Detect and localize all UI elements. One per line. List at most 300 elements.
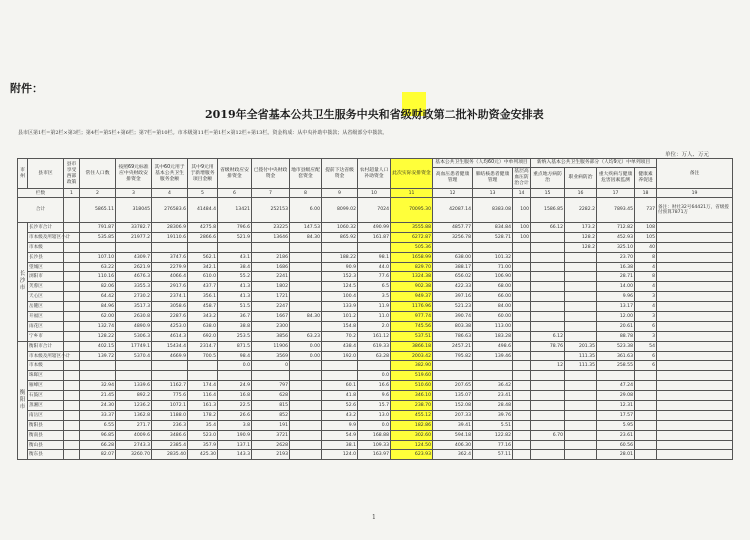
data-cell: 362.4 (433, 450, 473, 460)
data-cell: 438.4 (322, 341, 358, 351)
special-cell (64, 450, 80, 460)
data-cell: 4309.7 (116, 252, 152, 262)
data-cell: 62.00 (80, 312, 116, 322)
county-cell: 开福区 (28, 312, 64, 322)
data-cell: 803.38 (433, 321, 473, 331)
data-cell: 3856 (252, 331, 290, 341)
data-cell (531, 312, 565, 322)
data-cell (531, 381, 565, 391)
data-cell (513, 440, 531, 450)
column-number: 3 (116, 189, 152, 198)
data-cell: 4857.77 (433, 223, 473, 233)
data-cell (565, 302, 597, 312)
data-cell: 12 (531, 361, 565, 371)
data-cell: 192.0 (322, 351, 358, 361)
data-cell: 0.0 (218, 361, 252, 371)
data-cell: 188.22 (322, 252, 358, 262)
special-cell (64, 302, 80, 312)
data-cell (290, 262, 322, 272)
data-cell (252, 242, 290, 252)
special-cell (64, 292, 80, 302)
data-cell: 498.6 (473, 341, 513, 351)
special-cell (64, 391, 80, 401)
data-cell (513, 410, 531, 420)
data-cell: 455.12 (391, 410, 433, 420)
data-cell (290, 292, 322, 302)
data-cell (513, 292, 531, 302)
data-cell: 4066.4 (152, 272, 188, 282)
data-cell: 1324.38 (391, 272, 433, 282)
column-number-label: 栏数 (18, 189, 64, 198)
column-number: 14 (513, 189, 531, 198)
data-cell: 1686 (252, 262, 290, 272)
remark-cell (657, 391, 733, 401)
county-cell: 衡阳县 (28, 420, 64, 430)
data-cell: 20.61 (597, 321, 635, 331)
data-cell: 949.37 (391, 292, 433, 302)
data-cell: 521.9 (218, 232, 252, 242)
data-cell: 3555.88 (391, 223, 433, 233)
header-c4: 其中9元用于新增服务项目金额 (188, 159, 218, 189)
column-number: 8 (290, 189, 322, 198)
data-cell (473, 242, 513, 252)
data-cell: 2.0 (358, 321, 391, 331)
county-cell: 市本级及所辖区小计 (28, 351, 64, 361)
data-cell (531, 232, 565, 242)
county-cell: 衡阳市合计 (28, 341, 64, 351)
data-cell: 4 (635, 262, 657, 272)
data-cell: 108 (635, 223, 657, 233)
data-cell (290, 321, 322, 331)
table-row (18, 272, 733, 282)
data-cell: 490.99 (358, 223, 391, 233)
data-cell (116, 371, 152, 381)
data-cell: 238.70 (391, 401, 433, 411)
data-cell: 84.30 (290, 232, 322, 242)
data-cell: 13.0 (358, 410, 391, 420)
table-row (18, 401, 733, 411)
data-cell: 6.5 (358, 282, 391, 292)
data-cell: 357.9 (188, 440, 218, 450)
column-number: 13 (473, 189, 513, 198)
column-number: 10 (358, 189, 391, 198)
data-cell: 5306.3 (116, 331, 152, 341)
data-cell: 402.15 (80, 341, 116, 351)
data-cell: 182.86 (391, 420, 433, 430)
data-cell (290, 430, 322, 440)
data-cell (565, 292, 597, 302)
total-special (64, 198, 80, 223)
data-cell: 2314.7 (188, 341, 218, 351)
data-cell (513, 420, 531, 430)
table-row (18, 420, 733, 430)
data-cell (565, 440, 597, 450)
header-c2: 按照69元标准应中央财政安排资金 (116, 159, 152, 189)
header-group-basic: 基本公共卫生服务（人均60元）中单列项目 (433, 159, 531, 168)
total-cell: 8383.08 (473, 198, 513, 223)
data-cell (473, 371, 513, 381)
header-c16: 重大疾病与健康危害因素监测 (597, 168, 635, 189)
data-cell: 2279.9 (152, 262, 188, 272)
data-cell: 154.8 (322, 321, 358, 331)
column-number: 17 (597, 189, 635, 198)
data-cell (513, 341, 531, 351)
data-cell: 3569 (252, 351, 290, 361)
data-cell: 775.6 (152, 391, 188, 401)
data-cell (152, 242, 188, 252)
data-cell: 15.7 (358, 401, 391, 411)
data-cell: 2630.8 (116, 312, 152, 322)
header-population: 常住人口数 (80, 159, 116, 189)
column-number: 4 (152, 189, 188, 198)
header-group-new: 新纳入基本公共卫生服务部分（人均9元）中单列项目 (531, 159, 657, 168)
data-cell: 4614.3 (152, 331, 188, 341)
remark-cell (657, 450, 733, 460)
data-cell: 619.33 (358, 341, 391, 351)
data-cell: 871.5 (218, 341, 252, 351)
data-cell: 535.85 (80, 232, 116, 242)
data-cell: 537.51 (391, 331, 433, 341)
remark-cell (657, 282, 733, 292)
data-cell: 139.46 (473, 351, 513, 361)
special-cell (64, 223, 80, 233)
data-cell: 3.5 (358, 292, 391, 302)
header-row (18, 159, 733, 168)
data-cell: 35.4 (188, 420, 218, 430)
column-number: 16 (565, 189, 597, 198)
header-c8: 提前下达省级资金 (322, 159, 358, 189)
column-number: 1 (64, 189, 80, 198)
data-cell: 66.12 (531, 223, 565, 233)
table-row (18, 282, 733, 292)
table-row (18, 331, 733, 341)
data-cell: 834.84 (473, 223, 513, 233)
data-cell (433, 371, 473, 381)
special-cell (64, 321, 80, 331)
data-cell: 15434.4 (152, 341, 188, 351)
data-cell: 406.30 (433, 440, 473, 450)
data-cell: 84.30 (290, 312, 322, 322)
total-cell: 7893.45 (597, 198, 635, 223)
data-cell (358, 361, 391, 371)
remark-cell (657, 420, 733, 430)
county-cell: 衡东县 (28, 450, 64, 460)
data-cell: 5370.4 (116, 351, 152, 361)
data-cell: 519.60 (391, 371, 433, 381)
data-cell: 201.35 (565, 341, 597, 351)
column-number: 5 (188, 189, 218, 198)
header-city: 市州 (18, 159, 28, 189)
data-cell (513, 371, 531, 381)
data-cell: 865.92 (322, 232, 358, 242)
data-cell: 23.61 (597, 430, 635, 440)
data-cell: 1060.32 (322, 223, 358, 233)
data-cell (290, 381, 322, 391)
data-cell: 152.08 (433, 401, 473, 411)
data-cell: 28.71 (597, 272, 635, 282)
remark-cell (657, 262, 733, 272)
data-cell: 2385.4 (152, 440, 188, 450)
data-cell: 2743.3 (116, 440, 152, 450)
total-cell: 70095.30 (391, 198, 433, 223)
data-cell: 1362.8 (116, 410, 152, 420)
data-cell: 39.41 (433, 420, 473, 430)
data-cell: 2457.21 (433, 341, 473, 351)
data-cell: 528.71 (473, 232, 513, 242)
data-cell (531, 262, 565, 272)
column-number: 12 (433, 189, 473, 198)
data-cell: 3517.3 (116, 302, 152, 312)
data-cell: 161.3 (188, 401, 218, 411)
data-cell: 16.8 (218, 391, 252, 401)
data-cell: 100.4 (322, 292, 358, 302)
table-row (18, 341, 733, 351)
data-cell: 425.30 (188, 450, 218, 460)
data-cell: 3 (635, 331, 657, 341)
special-cell (64, 361, 80, 371)
total-cell: 1586.85 (531, 198, 565, 223)
column-number: 9 (322, 189, 358, 198)
data-cell: 302.60 (391, 430, 433, 440)
data-cell (531, 440, 565, 450)
total-cell: 276583.6 (152, 198, 188, 223)
data-cell (531, 420, 565, 430)
data-cell: 68.00 (473, 282, 513, 292)
data-cell: 2374.1 (152, 292, 188, 302)
data-cell: 63.23 (290, 331, 322, 341)
data-cell: 382.90 (391, 361, 433, 371)
data-cell: 2247 (252, 302, 290, 312)
total-cell: 100 (513, 198, 531, 223)
data-cell: 98.1 (358, 252, 391, 262)
data-cell: 98.4 (218, 351, 252, 361)
data-cell (322, 361, 358, 371)
data-cell: 3355.3 (116, 282, 152, 292)
data-cell: 8 (635, 272, 657, 282)
data-cell: 16.6 (358, 381, 391, 391)
data-cell: 207.33 (433, 410, 473, 420)
data-cell: 4009.6 (116, 430, 152, 440)
data-cell: 190.9 (218, 430, 252, 440)
data-cell (565, 252, 597, 262)
data-cell (513, 252, 531, 262)
data-cell: 132.74 (80, 321, 116, 331)
special-cell (64, 272, 80, 282)
remark-cell (657, 410, 733, 420)
data-cell: 43.1 (218, 252, 252, 262)
data-cell: 628 (252, 391, 290, 401)
data-cell: 253.5 (218, 331, 252, 341)
data-cell (290, 371, 322, 381)
data-cell: 656.02 (433, 272, 473, 282)
data-cell: 96.85 (80, 430, 116, 440)
data-cell: 397.16 (433, 292, 473, 302)
data-cell: 3486.6 (152, 430, 188, 440)
data-cell: 2730.2 (116, 292, 152, 302)
data-cell: 0 (252, 361, 290, 371)
data-cell: 107.10 (80, 252, 116, 262)
data-cell: 356.1 (188, 292, 218, 302)
data-cell: 124.0 (322, 450, 358, 460)
data-cell: 6 (635, 321, 657, 331)
data-cell (188, 371, 218, 381)
county-cell: 岳麓区 (28, 302, 64, 312)
data-cell (290, 450, 322, 460)
data-cell: 51.5 (218, 302, 252, 312)
data-cell (152, 371, 188, 381)
data-cell (513, 361, 531, 371)
data-cell: 137.1 (218, 440, 252, 450)
data-cell: 143.3 (218, 450, 252, 460)
data-cell (290, 302, 322, 312)
column-number: 18 (635, 189, 657, 198)
county-cell: 蒸湘区 (28, 401, 64, 411)
special-cell (64, 401, 80, 411)
data-cell: 2917.6 (152, 282, 188, 292)
data-cell: 388.17 (433, 262, 473, 272)
data-cell: 28306.9 (152, 223, 188, 233)
data-cell: 700.5 (188, 351, 218, 361)
data-cell: 437.7 (188, 282, 218, 292)
data-cell (635, 391, 657, 401)
data-cell: 88.78 (597, 331, 635, 341)
data-cell: 815 (252, 401, 290, 411)
total-cell: 6.00 (290, 198, 322, 223)
data-cell: 745.56 (391, 321, 433, 331)
data-cell: 2866.6 (188, 232, 218, 242)
special-cell (64, 410, 80, 420)
data-cell: 6.12 (531, 331, 565, 341)
data-cell: 797 (252, 381, 290, 391)
data-cell: 44.0 (358, 262, 391, 272)
data-cell (531, 450, 565, 460)
table-row (18, 450, 733, 460)
remark-cell (657, 440, 733, 450)
table-row (18, 232, 733, 242)
data-cell (531, 272, 565, 282)
total-label: 合计 (18, 198, 64, 223)
data-cell: 1162.7 (152, 381, 188, 391)
table-row (18, 361, 733, 371)
data-cell: 2003.42 (391, 351, 433, 361)
data-cell: 122.82 (473, 430, 513, 440)
data-cell: 795.82 (433, 351, 473, 361)
data-cell: 36.7 (218, 312, 252, 322)
data-cell: 135.07 (433, 391, 473, 401)
allocation-table (17, 158, 733, 460)
data-cell: 3721 (252, 430, 290, 440)
remark-cell (657, 242, 733, 252)
data-cell: 4676.3 (116, 272, 152, 282)
data-cell: 9.96 (597, 292, 635, 302)
data-cell: 55.2 (218, 272, 252, 282)
data-cell: 271.7 (116, 420, 152, 430)
data-cell (188, 361, 218, 371)
data-cell (322, 371, 358, 381)
data-cell: 90.9 (322, 262, 358, 272)
data-cell: 28.48 (473, 401, 513, 411)
total-cell: 252153 (252, 198, 290, 223)
column-number: 6 (218, 189, 252, 198)
remark-cell (657, 361, 733, 371)
data-cell: 161.87 (358, 232, 391, 242)
table-row (18, 292, 733, 302)
data-cell: 892.2 (116, 391, 152, 401)
data-cell (473, 361, 513, 371)
data-cell: 82.07 (80, 450, 116, 460)
data-cell: 64.42 (80, 292, 116, 302)
data-cell: 458.7 (188, 302, 218, 312)
data-cell: 111.35 (565, 361, 597, 371)
county-cell: 市本级 (28, 242, 64, 252)
remark-cell (657, 302, 733, 312)
table-row (18, 262, 733, 272)
data-cell (513, 312, 531, 322)
data-cell: 113.00 (473, 321, 513, 331)
total-row (18, 198, 733, 223)
data-cell (513, 331, 531, 341)
unit-label: 单位：万人、万元 (665, 152, 710, 158)
total-cell: 41484.4 (188, 198, 218, 223)
data-cell: 21977.2 (116, 232, 152, 242)
data-cell (290, 410, 322, 420)
special-cell (64, 282, 80, 292)
remark-cell (657, 351, 733, 361)
data-cell (290, 282, 322, 292)
data-cell: 346.10 (391, 391, 433, 401)
data-cell: 0.0 (358, 371, 391, 381)
data-cell: 70.2 (322, 331, 358, 341)
data-cell: 40 (635, 242, 657, 252)
header-c3: 其中60元用于基本公共卫生服务金额 (152, 159, 188, 189)
data-cell (565, 331, 597, 341)
data-cell: 0.0 (358, 420, 391, 430)
data-cell: 38.8 (218, 321, 252, 331)
county-cell: 雁峰区 (28, 381, 64, 391)
county-cell: 石鼓区 (28, 391, 64, 401)
data-cell: 116.4 (188, 391, 218, 401)
special-cell (64, 381, 80, 391)
special-cell (64, 420, 80, 430)
data-cell: 63.22 (80, 262, 116, 272)
data-cell (565, 262, 597, 272)
data-cell: 13646 (252, 232, 290, 242)
remark-cell (657, 381, 733, 391)
data-cell: 100 (513, 232, 531, 242)
table-row (18, 242, 733, 252)
header-c12: 肺结核患者健康管理 (473, 168, 513, 189)
header-c9: 农村超量人口补助资金 (358, 159, 391, 189)
data-cell (290, 391, 322, 401)
header-c5: 省级财政应安排资金 (218, 159, 252, 189)
data-cell: 610.0 (188, 272, 218, 282)
table-row (18, 252, 733, 262)
county-cell: 衡南县 (28, 430, 64, 440)
data-cell: 2628 (252, 440, 290, 450)
data-cell (531, 351, 565, 361)
data-cell (531, 302, 565, 312)
data-cell: 1188.0 (152, 410, 188, 420)
county-cell: 长沙县 (28, 252, 64, 262)
data-cell: 78.76 (531, 341, 565, 351)
data-cell (565, 321, 597, 331)
special-cell (64, 341, 80, 351)
special-cell (64, 242, 80, 252)
data-cell (513, 262, 531, 272)
data-cell: 60.1 (322, 381, 358, 391)
data-cell: 19110.6 (152, 232, 188, 242)
data-cell: 17749.1 (116, 341, 152, 351)
